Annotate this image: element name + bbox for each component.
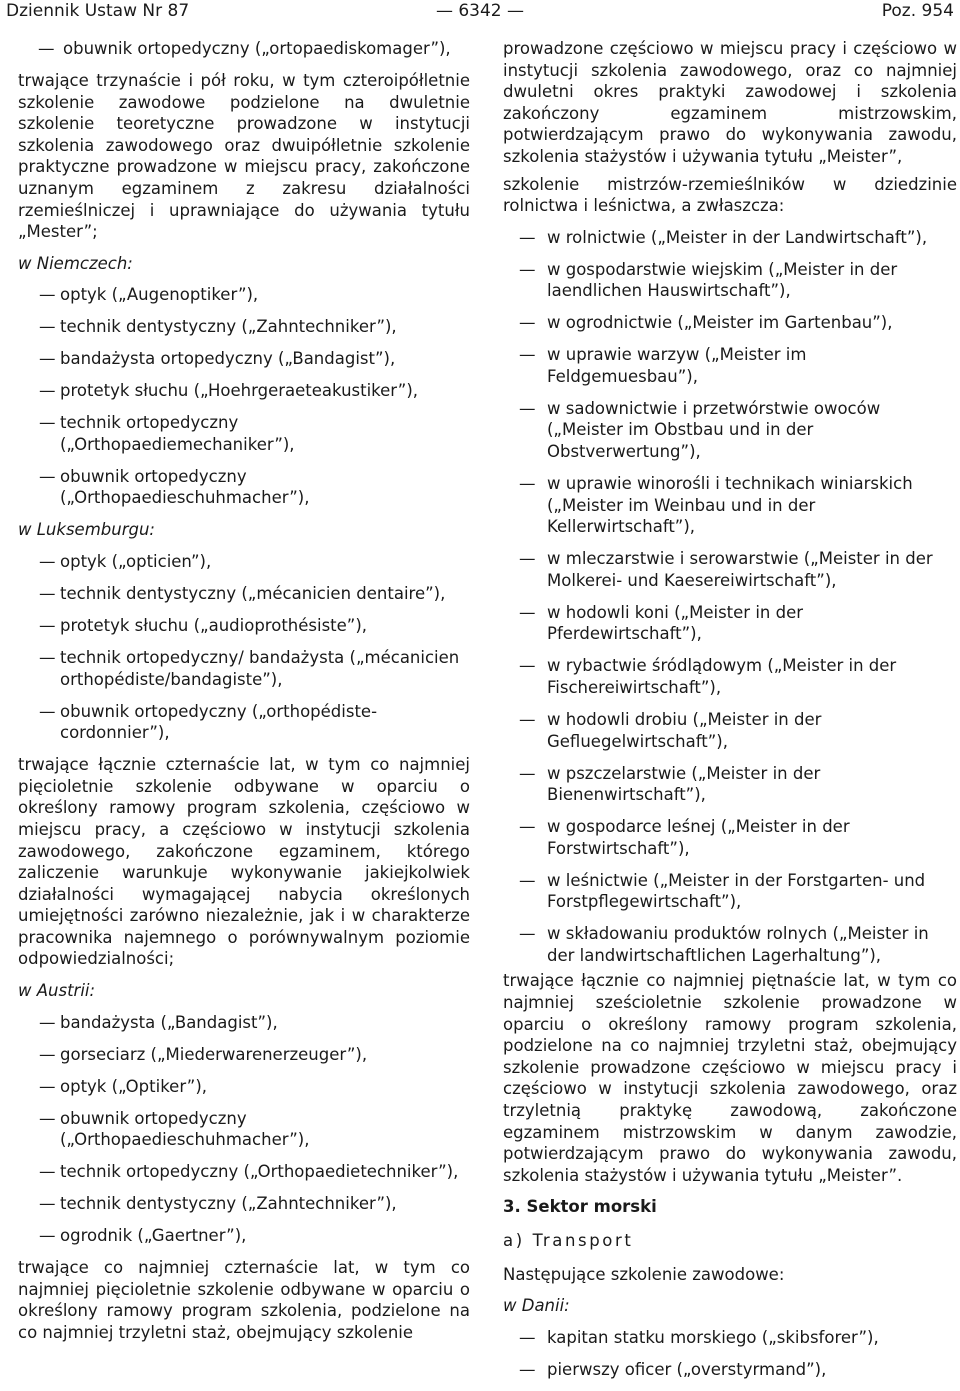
list-item: — w hodowli koni („Meister in der Pferdewirtschaft”), bbox=[503, 602, 957, 645]
list-item: — ogrodnik („Gaertner”), bbox=[18, 1225, 470, 1247]
paragraph: trwające trzynaście i pół roku, w tym czteroipółletnie szkolenie zawodowe podzielone na dwuletnie szkolenie teoretyczne prowadzone w instytucji szkolenia zawodowego oraz dwuipółletnie szkolenie praktyczne prowadzone w miejscu pracy, zakończone uznanym egzaminem z zakresu działalności rzemieślniczej i uprawniające do używania tytułu „Mester”; bbox=[18, 70, 470, 242]
subsection-heading: a) Transport bbox=[503, 1230, 634, 1250]
list-item: — gorseciarz („Miederwarenerzeuger”), bbox=[18, 1044, 470, 1066]
list-item: — w uprawie winorośli i technikach winiarskich („Meister im Weinbau und in der Kellerwirtschaft”), bbox=[503, 473, 957, 538]
left-column bbox=[18, 38, 470, 1344]
list-item: — w składowaniu produktów rolnych („Meister in der landwirtschaftlichen Lagerhaltung”), bbox=[503, 923, 957, 966]
country-label-austria: w Austrii: bbox=[18, 981, 96, 1001]
list-item: — technik ortopedyczny („Orthopaedietechniker”), bbox=[18, 1161, 470, 1183]
right-column bbox=[503, 38, 957, 1391]
paragraph: trwające co najmniej czternaście lat, w tym co najmniej pięcioletnie szkolenie odbywane w oparciu o określony ramowy program szkolenia, podzielone na co najmniej trzyletni staż, obejmujący szkolenie bbox=[18, 1258, 470, 1342]
list-item: — bandażysta („Bandagist”), bbox=[18, 1012, 470, 1034]
paragraph: prowadzone częściowo w miejscu pracy i częściowo w instytucji szkolenia zawodowego, oraz co najmniej dwuletni okres praktyki zawodowej i szkolenia zakończony egzaminem mistrzowskim, potwierdzającym prawo do wykonywania zawodu, szkolenia stażystów i używania tytułu „Meister”, bbox=[503, 39, 957, 166]
list-item: — w uprawie warzyw („Meister im Feldgemuesbau”), bbox=[503, 344, 957, 387]
list-item: — kapitan statku morskiego („skibsforer”), bbox=[503, 1327, 957, 1349]
list-item: — protetyk słuchu („audioprothésiste”), bbox=[18, 615, 470, 637]
paragraph: trwające łącznie czternaście lat, w tym co najmniej pięcioletnie szkolenie odbywane w oparciu o określony ramowy program szkolenia, częściowo w miejscu pracy, a częściowo w instytucji szkolenia zawodowego, zakończone egzaminem, którego zaliczenie warunkuje wykonywanie jakiejkolwiek działalności wymagającej nabycia określonych umiejętności zarówno niezależnie, jak i w charakterze pracownika najemnego o porównywalnym poziomie odpowiedzialności; bbox=[18, 755, 470, 969]
list-item: — w mleczarstwie i serowarstwie („Meister in der Molkerei- und Kaesereiwirtschaft”), bbox=[503, 548, 957, 591]
list-item: — w rybactwie śródlądowym („Meister in der Fischereiwirtschaft”), bbox=[503, 655, 957, 698]
list-item: — technik ortopedyczny/ bandażysta („mécanicien orthopédiste/bandagiste”), bbox=[18, 647, 470, 690]
list-item: — obuwnik ortopedyczny („ortopaediskomager”), bbox=[18, 38, 470, 60]
intro-text: Następujące szkolenie zawodowe: bbox=[503, 1264, 785, 1284]
list-item: — w gospodarce leśnej („Meister in der Forstwirtschaft”), bbox=[503, 816, 957, 859]
paragraph: trwające łącznie co najmniej piętnaście lat, w tym co najmniej sześcioletnie szkolenie prowadzone w oparciu o określony ramowy program szkolenia, podzielone na co najmniej trzyletni staż, obejmujący szkolenie prowadzone częściowo w miejscu pracy i częściowo w instytucji szkolenia zawodowego, oraz trzyletnią praktykę zawodową, zakończone egzaminem mistrzowskim w danym zawodzie, potwierdzającym prawo do wykonywania zawodu, szkolenia stażystów i używania tytułu „Meister”. bbox=[503, 971, 957, 1185]
list-item: — obuwnik ortopedyczny („Orthopaedieschuhmacher”), bbox=[18, 1108, 470, 1151]
list-item: — technik dentystyczny („mécanicien dentaire”), bbox=[18, 583, 470, 605]
page-number: — 6342 — bbox=[435, 1, 525, 21]
list-item: — w rolnictwie („Meister in der Landwirtschaft”), bbox=[503, 227, 957, 249]
country-label-luxembourg: w Luksemburgu: bbox=[18, 520, 155, 540]
list-item: — optyk („Augenoptiker”), bbox=[18, 284, 470, 306]
list-item: — obuwnik ortopedyczny („orthopédiste-cordonnier”), bbox=[18, 701, 470, 744]
list-item: — technik ortopedyczny („Orthopaediemechaniker”), bbox=[18, 412, 470, 455]
journal-title: Dziennik Ustaw Nr 87 bbox=[6, 1, 190, 21]
country-label-denmark: w Danii: bbox=[503, 1296, 570, 1316]
list-item: — optyk („Optiker”), bbox=[18, 1076, 470, 1098]
list-item: — w leśnictwie („Meister in der Forstgarten- und Forstpflegewirtschaft”), bbox=[503, 870, 957, 913]
list-item: — w gospodarstwie wiejskim („Meister in der laendlichen Hauswirtschaft”), bbox=[503, 259, 957, 302]
list-item: — technik dentystyczny („Zahntechniker”), bbox=[18, 1193, 470, 1215]
country-label-germany: w Niemczech: bbox=[18, 253, 133, 273]
page-header bbox=[6, 0, 954, 22]
list-item: — protetyk słuchu („Hoehrgeraeteakustiker”), bbox=[18, 380, 470, 402]
paragraph: szkolenie mistrzów-rzemieślników w dziedzinie rolnictwa i leśnictwa, a zwłaszcza: bbox=[503, 174, 957, 216]
list-item: — w sadownictwie i przetwórstwie owoców („Meister im Obstbau und in der Obstverwertung”), bbox=[503, 398, 957, 463]
list-item: — technik dentystyczny („Zahntechniker”), bbox=[18, 316, 470, 338]
list-item: — w pszczelarstwie („Meister in der Bienenwirtschaft”), bbox=[503, 763, 957, 806]
list-item: — pierwszy oficer („overstyrmand”), bbox=[503, 1359, 957, 1381]
section-heading: 3. Sektor morski bbox=[503, 1197, 657, 1217]
position-number: Poz. 954 bbox=[881, 1, 954, 21]
list-item: — bandażysta ortopedyczny („Bandagist”), bbox=[18, 348, 470, 370]
list-item: — w hodowli drobiu („Meister in der Gefluegelwirtschaft”), bbox=[503, 709, 957, 752]
list-item: — obuwnik ortopedyczny („Orthopaedieschuhmacher”), bbox=[18, 466, 470, 509]
list-item: — w ogrodnictwie („Meister im Gartenbau”), bbox=[503, 312, 957, 334]
list-item: — optyk („opticien”), bbox=[18, 551, 470, 573]
